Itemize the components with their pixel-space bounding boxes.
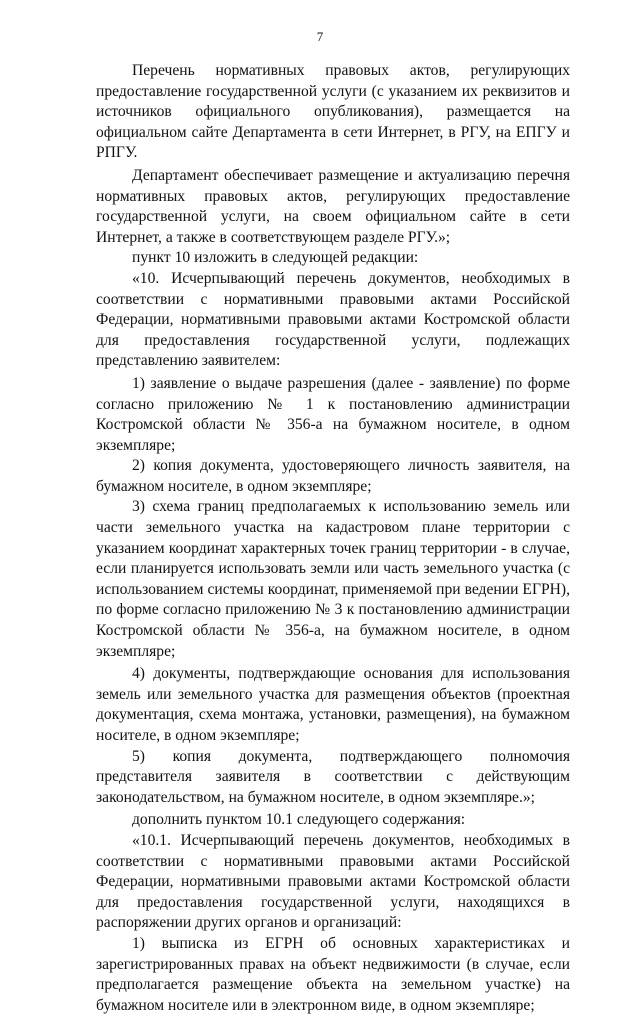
paragraph-item-10-1-1: 1) выписка из ЕГРН об основных характеристиках и зарегистрированных правах на объект недвижимости (в случае, если предполагается размещение объекта на земельном участке) на бумажном носителе или в электронном виде, в одном экземпляре; [96,934,570,1014]
paragraph-item-10-1: 1) заявление о выдаче разрешения (далее - заявление) по форме согласно приложению № 1 к постановлению администрации Костромской области № 356-а на бумажном носителе, в одном экземпляре; [96,374,570,454]
document-body [96,61,570,1016]
paragraph-item-10-1-intro: «10.1. Исчерпывающий перечень документов, необходимых в соответствии с нормативными правовыми актами Российской Федерации, нормативными правовыми актами Костромской области для предоставления государственной услуги, находящихся в распоряжении других органов и организаций: [96,831,570,932]
paragraph-item-10-4: 4) документы, подтверждающие основания для использования земель или земельного участка для размещения объектов (проектная документация, схема монтажа, установки, размещения), на бумажном носителе, в одном экземпляре; [96,665,570,744]
page-number: 7 [316,29,324,44]
paragraph-amend-item-10: пункт 10 изложить в следующей редакции: [132,249,419,267]
paragraph-item-10-5: 5) копия документа, подтверждающего полномочия представителя заявителя в соответствии с действующим законодательством, на бумажном носителе, в одном экземпляре.»; [96,747,570,806]
paragraph-item-10-3: 3) схема границ предполагаемых к использованию земель или части земельного участка на кадастровом плане территории с указанием координат характерных точек границ территории - в случае, если планируется использовать земли или часть земельного участка (с использованием системы координат, применяемой при ведении ЕГРН), по форме согласно приложению № 3 к постановлению администрации Костромской области № 356-а, на бумажном носителе, в одном экземпляре; [96,498,570,660]
paragraph-department-duty: Департамент обеспечивает размещение и актуализацию перечня нормативных правовых актов, регулирующих предоставление государственной услуги, на своем официальном сайте в сети Интернет, а также в соответствующем разделе РГУ.»; [96,166,570,246]
paragraph-item-10-intro: «10. Исчерпывающий перечень документов, необходимых в соответствии с нормативными правовыми актами Российской Федерации, нормативными правовыми актами Костромской области для предоставления государственной услуги, подлежащих представлению заявителем: [96,269,570,370]
paragraph-item-10-2: 2) копия документа, удостоверяющего личность заявителя, на бумажном носителе, в одном экземпляре; [96,457,570,495]
paragraph-add-item-10-1: дополнить пунктом 10.1 следующего содержания: [132,811,466,829]
paragraph-npa-list: Перечень нормативных правовых актов, регулирующих предоставление государственной услуги (с указанием их реквизитов и источников официального опубликования), размещается на официальном сайте Департамента в сети Интернет, в РГУ, на ЕПГУ и РПГУ. [96,62,570,162]
